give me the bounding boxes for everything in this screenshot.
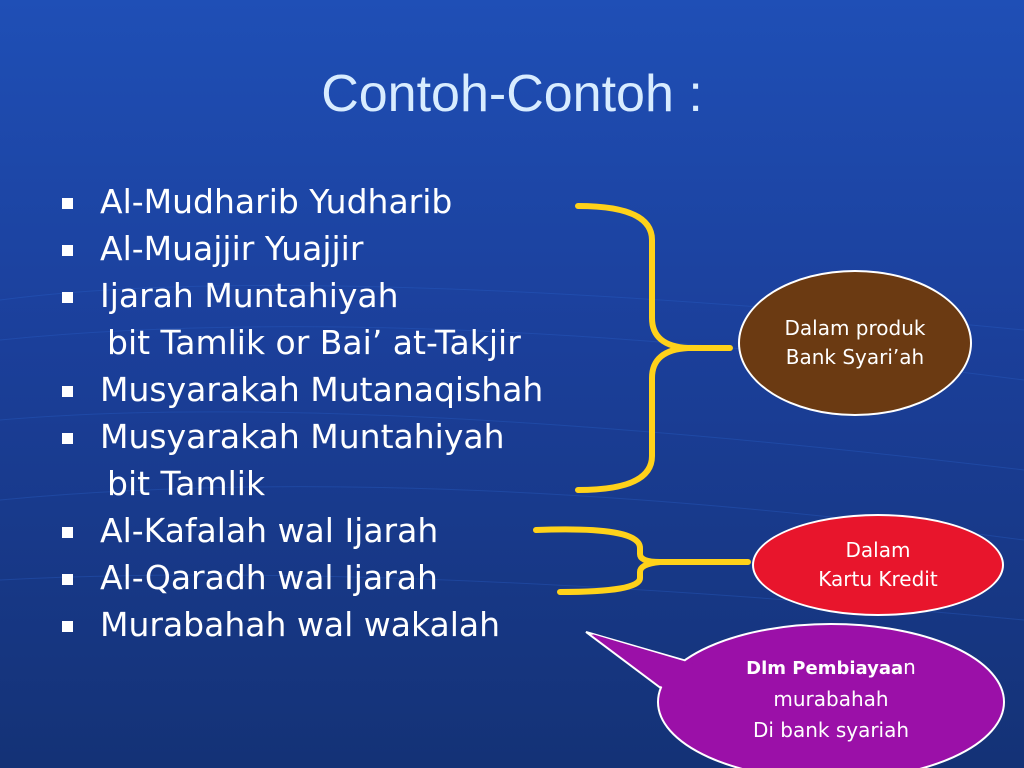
slide-title: Contoh-Contoh :: [321, 65, 703, 123]
list-item-text: Musyarakah Mutanaqishah: [100, 370, 544, 409]
callout-line: [660, 652, 1002, 684]
callout-bold-text: Dlm Pembiayaa: [746, 658, 904, 679]
curly-brace-small: [536, 529, 748, 592]
list-item-text: Musyarakah Muntahiyah: [100, 417, 505, 456]
callout-line: Dalam produk: [784, 316, 926, 340]
list-item-text: Al-Muajjir Yuajjir: [100, 229, 364, 268]
callout-line: Bank Syari’ah: [785, 345, 925, 369]
list-item-text: bit Tamlik: [107, 464, 266, 503]
list-item-text: Al-Kafalah wal Ijarah: [100, 511, 439, 550]
callout-line: Dalam: [845, 538, 911, 562]
callout-line: murabahah: [773, 687, 889, 711]
curly-brace-large: [578, 206, 730, 490]
callout-kartu-kredit: [752, 514, 1004, 616]
callout-financing-text: [660, 652, 1002, 746]
list-item-text: Ijarah Muntahiyah: [100, 276, 399, 315]
list-item-text: Al-Qaradh wal Ijarah: [100, 558, 438, 597]
list-item-text: Al-Mudharib Yudharib: [100, 182, 453, 221]
callout-line: Di bank syariah: [752, 718, 910, 742]
callout-bank-syariah: [738, 270, 972, 416]
list-item-text: Murabahah wal wakalah: [100, 605, 501, 644]
callout-line: Kartu Kredit: [818, 567, 938, 591]
callout-text: n: [903, 655, 916, 679]
list-item-text: bit Tamlik or Bai’ at-Takjir: [107, 323, 521, 362]
